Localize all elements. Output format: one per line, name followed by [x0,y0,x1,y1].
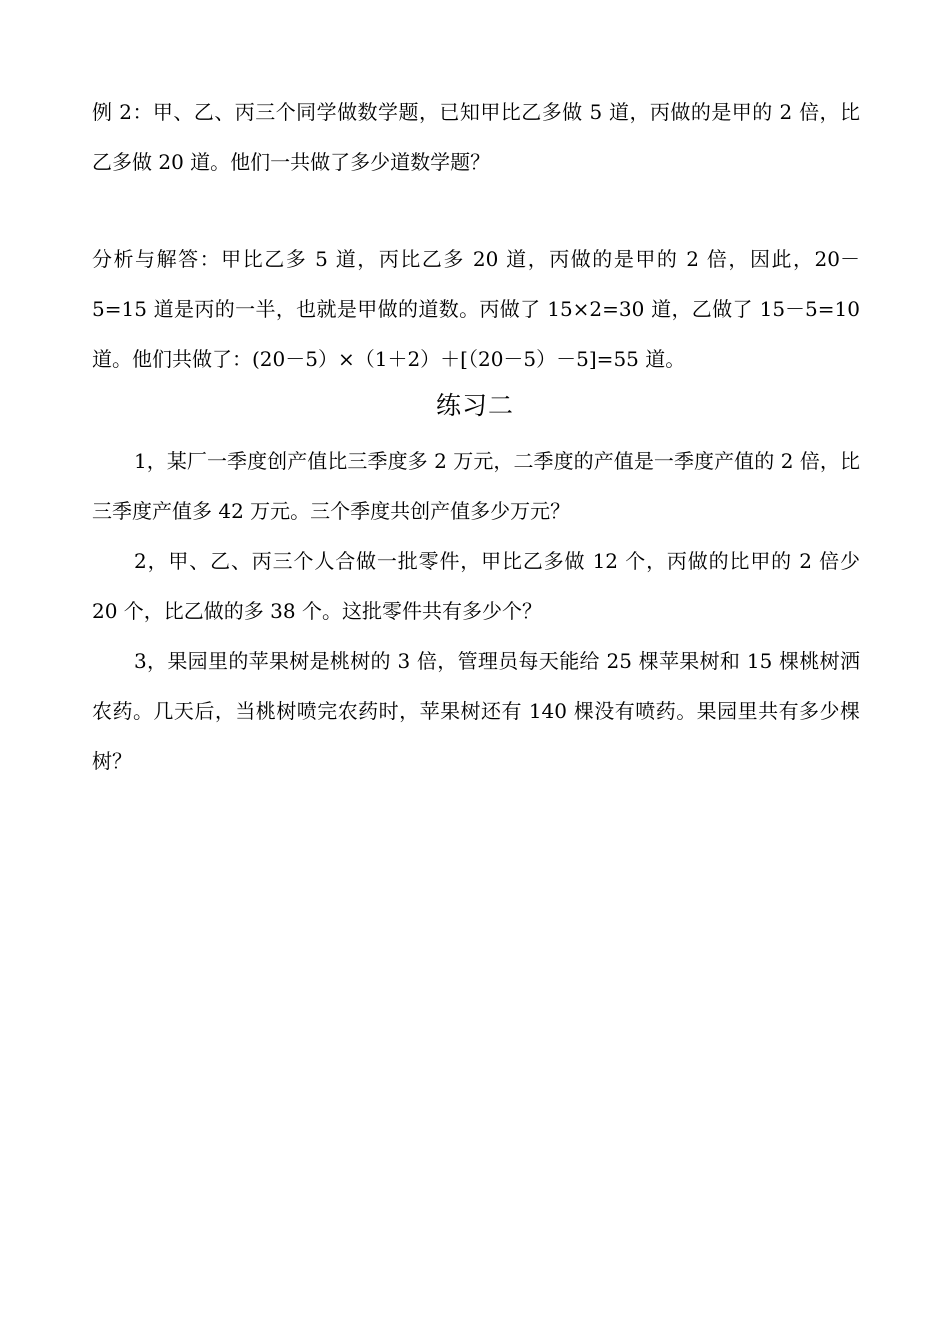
analysis-solution: 分析与解答：甲比乙多 5 道，丙比乙多 20 道，丙做的是甲的 2 倍，因此，20－5=15 道是丙的一半，也就是甲做的道数。丙做了 15×2=30 道，乙做了 15－5=10 道。他们共做了：(20－5）×（1＋2）＋[（20－5）－5]=55 道。 [92,247,860,371]
exercise-item-1: 1，某厂一季度创产值比三季度多 2 万元，二季度的产值是一季度产值的 2 倍，比三季度产值多 42 万元。三个季度共创产值多少万元？ [92,449,860,523]
exercise-item-2: 2，甲、乙、丙三个人合做一批零件，甲比乙多做 12 个，丙做的比甲的 2 倍少 20 个，比乙做的多 38 个。这批零件共有多少个？ [92,549,860,623]
example-problem: 例 2：甲、乙、丙三个同学做数学题，已知甲比乙多做 5 道，丙做的是甲的 2 倍，比乙多做 20 道。他们一共做了多少道数学题？ [92,100,860,174]
exercise-item-3: 3，果园里的苹果树是桃树的 3 倍，管理员每天能给 25 棵苹果树和 15 棵桃树洒农药。几天后，当桃树喷完农药时，苹果树还有 140 棵没有喷药。果园里共有多少棵树？ [92,649,860,773]
section-title: 练习二 [435,391,514,420]
